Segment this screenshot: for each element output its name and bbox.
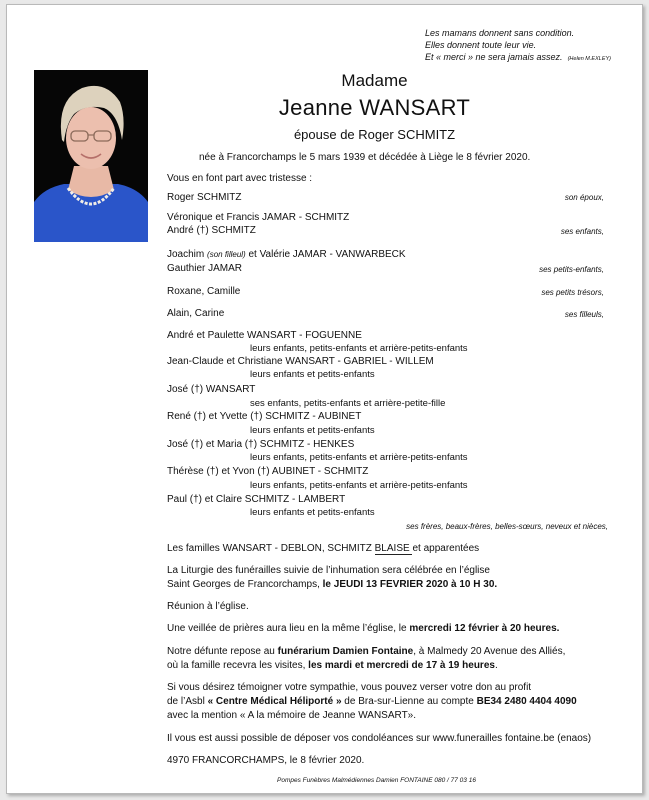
intro-text: Vous en font part avec tristesse : xyxy=(167,173,313,184)
footer-text: Pompes Funèbres Malmédiennes Damien FONTAINE 080 / 77 03 16 xyxy=(277,777,476,784)
deceased-name: Jeanne WANSART xyxy=(278,95,471,120)
relation-label: ses petits-enfants, xyxy=(539,265,604,274)
place-date: 4970 FRANCORCHAMPS, le 8 février 2020. xyxy=(167,755,365,766)
sibling-family: Paul (†) et Claire SCHMITZ - LAMBERT xyxy=(167,494,346,505)
sibling-descendants: leurs enfants et petits-enfants xyxy=(250,425,375,436)
sibling-family: Jean-Claude et Christiane WANSART - GABRIEL - WILLEM xyxy=(167,356,434,367)
family-member: André (†) SCHMITZ xyxy=(167,225,256,236)
condolences-text: Il vous est aussi possible de déposer vos condoléances sur www.funerailles fontaine.be (enaos) xyxy=(167,733,592,744)
sibling-descendants: ses enfants, petits-enfants et arrière-petite-fille xyxy=(250,398,446,409)
sibling-descendants: leurs enfants et petits-enfants xyxy=(250,507,375,518)
families-line: Les familles WANSART - DEBLON, SCHMITZ BLAISE et apparentées xyxy=(167,543,480,554)
vigil-text: Une veillée de prières aura lieu en la même l’église, le mercredi 12 février à 20 heures. xyxy=(167,623,560,634)
liturgy-line: La Liturgie des funérailles suivie de l’inhumation sera célébrée en l’église xyxy=(167,565,490,576)
quote-block xyxy=(425,27,611,65)
donation-line: Si vous désirez témoigner votre sympathie, vous pouvez verser votre don au profit xyxy=(167,682,532,693)
relation-label: ses petits trésors, xyxy=(541,288,604,297)
sibling-descendants: leurs enfants et petits-enfants xyxy=(250,369,375,380)
sibling-family: José (†) et Maria (†) SCHMITZ - HENKES xyxy=(167,439,355,450)
birth-death-line: née à Francorchamps le 5 mars 1939 et décédée à Liège le 8 février 2020. xyxy=(199,152,531,163)
quote-author: (Helen M.EXLEY) xyxy=(567,56,611,62)
donation-line: avec la mention « A la mémoire de Jeanne WANSART». xyxy=(167,710,417,721)
family-member: Véronique et Francis JAMAR - SCHMITZ xyxy=(167,212,350,223)
sibling-family: André et Paulette WANSART - FOGUENNE xyxy=(167,330,362,341)
portrait-photo xyxy=(34,70,148,242)
sibling-family: José (†) WANSART xyxy=(167,384,256,395)
funeral-home-line: Notre défunte repose au funérarium Damien Fontaine, à Malmedy 20 Avenue des Alliés, xyxy=(167,646,566,657)
sibling-descendants: leurs enfants, petits-enfants et arrière-petits-enfants xyxy=(250,452,468,463)
relation-label: ses enfants, xyxy=(560,227,604,236)
relation-label: ses frères, beaux-frères, belles-sœurs, neveux et nièces, xyxy=(406,522,608,531)
spouse-line: épouse de Roger SCHMITZ xyxy=(293,127,456,142)
donation-line: de l’Asbl « Centre Médical Héliporté » de Bra-sur-Lienne au compte BE34 2480 4404 4090 xyxy=(167,696,577,707)
honorific: Madame xyxy=(341,71,408,90)
family-member: Joachim (son filleul) et Valérie JAMAR - VANWARBECK xyxy=(167,249,406,260)
family-member: Roger SCHMITZ xyxy=(167,192,242,203)
liturgy-line: Saint Georges de Francorchamps, le JEUDI 13 FEVRIER 2020 à 10 H 30. xyxy=(167,579,498,590)
sibling-descendants: leurs enfants, petits-enfants et arrière-petits-enfants xyxy=(250,343,468,354)
reunion-text: Réunion à l’église. xyxy=(167,601,249,612)
family-member: Gauthier JAMAR xyxy=(167,263,243,274)
visits-line: où la famille recevra les visites, les mardi et mercredi de 17 à 19 heures. xyxy=(167,660,498,671)
obituary-page xyxy=(6,4,643,794)
sibling-family: Thérèse (†) et Yvon (†) AUBINET - SCHMITZ xyxy=(167,466,369,477)
quote-line: Elles donnent toute leur vie. xyxy=(425,40,537,50)
family-member: Alain, Carine xyxy=(167,308,225,319)
quote-line: Les mamans donnent sans condition. xyxy=(425,28,575,38)
quote-line: Et « merci » ne sera jamais assez. (Helen M.EXLEY) xyxy=(425,52,611,62)
sibling-descendants: leurs enfants, petits-enfants et arrière-petits-enfants xyxy=(250,480,468,491)
relation-label: son époux, xyxy=(564,193,604,202)
family-member: Roxane, Camille xyxy=(167,286,241,297)
sibling-family: René (†) et Yvette (†) SCHMITZ - AUBINET xyxy=(167,411,362,422)
relation-label: ses filleuls, xyxy=(564,310,604,319)
